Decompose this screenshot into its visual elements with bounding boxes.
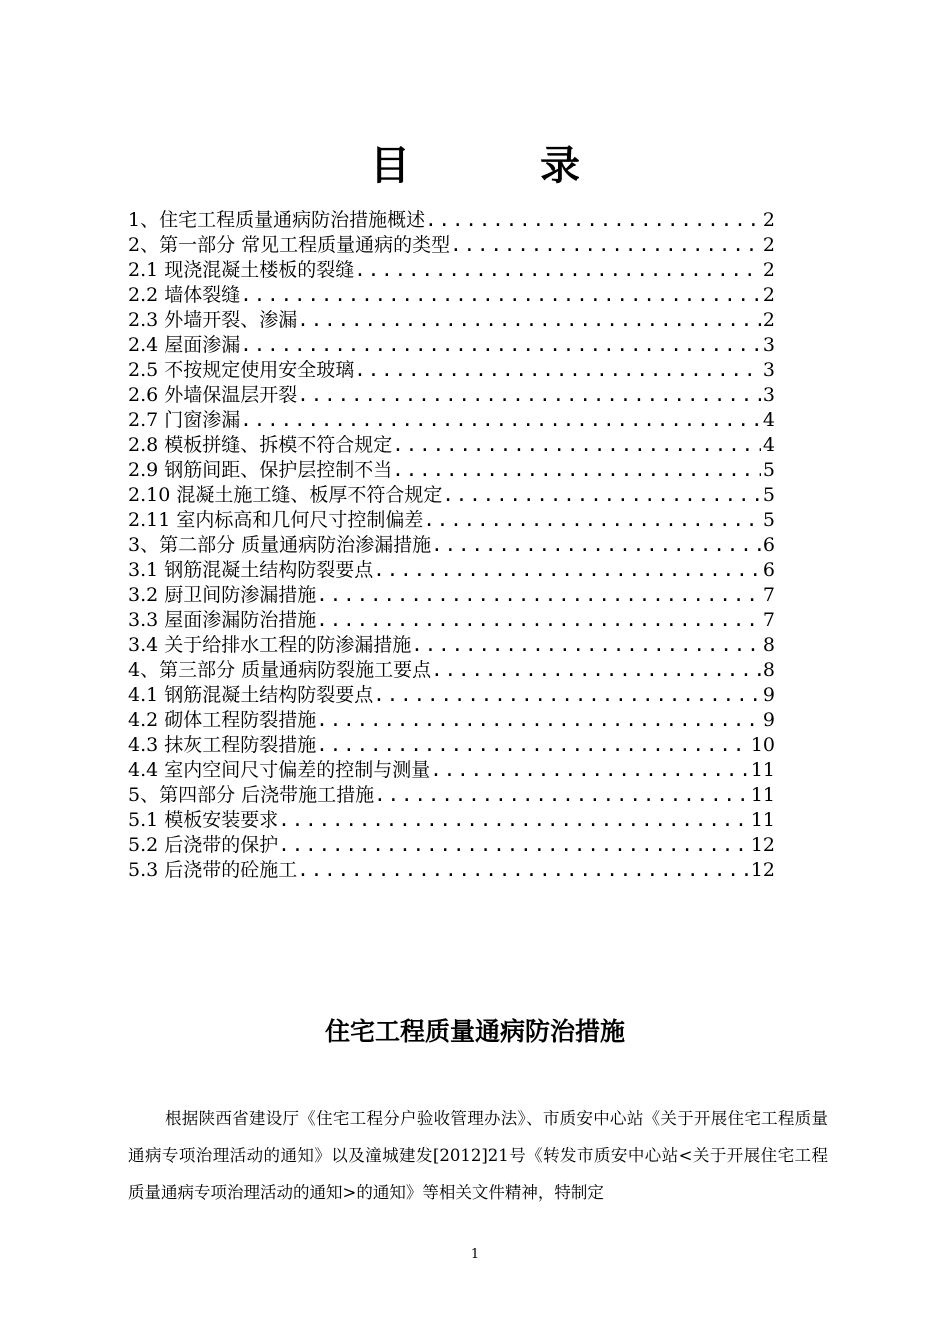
toc-entry-page: 3 (762, 334, 775, 356)
toc-entry[interactable] (128, 583, 775, 608)
toc-entry-page: 2 (762, 209, 775, 231)
toc-entry-text: 2.5 不按规定使用安全玻璃 (128, 359, 355, 381)
toc-entry[interactable] (128, 658, 775, 683)
toc-entry[interactable] (128, 733, 775, 758)
toc-leader-dots (411, 633, 761, 658)
toc-entry-page: 3 (762, 384, 775, 406)
toc-entry[interactable] (128, 558, 775, 583)
toc-leader-dots (430, 758, 749, 783)
toc-leader-dots (278, 833, 749, 858)
toc-entry-page: 12 (750, 834, 775, 856)
toc-entry[interactable] (128, 358, 775, 383)
toc-entry-page: 8 (762, 659, 775, 681)
toc-entry[interactable] (128, 433, 775, 458)
toc-entry[interactable] (128, 858, 775, 883)
toc-entry-text: 4.1 钢筋混凝土结构防裂要点 (128, 684, 374, 706)
toc-entry-text: 1、住宅工程质量通病防治措施概述 (128, 209, 426, 231)
toc-entry[interactable] (128, 408, 775, 433)
toc-entry-text: 3、第二部分 质量通病防治渗漏措施 (128, 534, 432, 556)
document-title: 住宅工程质量通病防治措施 (324, 1017, 625, 1046)
toc-entry-text: 2.10 混凝土施工缝、板厚不符合规定 (128, 484, 443, 506)
toc-entry-page: 8 (762, 634, 775, 656)
toc-entry[interactable] (128, 683, 775, 708)
toc-entry-text: 2.2 墙体裂缝 (128, 284, 241, 306)
toc-entry[interactable] (128, 208, 775, 233)
toc-leader-dots (425, 208, 761, 233)
toc-entry-text: 2.9 钢筋间距、保护层控制不当 (128, 459, 393, 481)
toc-entry-text: 2.3 外墙开裂、渗漏 (128, 309, 298, 331)
toc-entry[interactable] (128, 533, 775, 558)
toc-leader-dots (431, 533, 761, 558)
toc-leader-dots (374, 783, 749, 808)
toc-leader-dots (316, 708, 761, 733)
toc-entry-page: 7 (762, 609, 775, 631)
toc-entry-text: 3.3 屋面渗漏防治措施 (128, 609, 317, 631)
toc-entry-text: 4.2 砌体工程防裂措施 (128, 709, 317, 731)
toc-entry-text: 5.1 模板安装要求 (128, 809, 279, 831)
toc-leader-dots (373, 558, 761, 583)
toc-leader-dots (297, 308, 761, 333)
toc-entry[interactable] (128, 508, 775, 533)
toc-leader-dots (354, 258, 761, 283)
body-paragraph: 根据陕西省建设厅《住宅工程分户验收管理办法》、市质安中心站《关于开展住宅工程质量通病专项治理活动的通知》以及潼城建发[2012]21号《转发市质安中心站<关于开展住宅工程质量通病专项治理活动的通知>的通知》等相关文件精神，特制定 (128, 1109, 828, 1202)
toc-entry-page: 4 (762, 434, 775, 456)
toc-entry-page: 2 (762, 259, 775, 281)
toc-entry[interactable] (128, 283, 775, 308)
toc-entry-page: 4 (762, 409, 775, 431)
toc-leader-dots (423, 508, 761, 533)
toc-entry-text: 2.11 室内标高和几何尺寸控制偏差 (128, 509, 424, 531)
toc-entry-text: 2.1 现浇混凝土楼板的裂缝 (128, 259, 355, 281)
toc-entry[interactable] (128, 233, 775, 258)
toc-entry-page: 11 (750, 759, 775, 781)
toc-entry-text: 2.7 门窗渗漏 (128, 409, 241, 431)
toc-entry[interactable] (128, 308, 775, 333)
toc-entry[interactable] (128, 783, 775, 808)
toc-entry-text: 5、第四部分 后浇带施工措施 (128, 784, 375, 806)
toc-leader-dots (297, 383, 761, 408)
toc-entry-page: 3 (762, 359, 775, 381)
toc-entry-text: 5.2 后浇带的保护 (128, 834, 279, 856)
toc-entry[interactable] (128, 808, 775, 833)
toc-entry-text: 5.3 后浇带的砼施工 (128, 859, 298, 881)
toc-leader-dots (316, 733, 749, 758)
toc-entry-page: 11 (750, 784, 775, 806)
toc-entry-page: 6 (762, 534, 775, 556)
toc-entry-text: 3.4 关于给排水工程的防渗漏措施 (128, 634, 412, 656)
toc-entry-text: 3.2 厨卫间防渗漏措施 (128, 584, 317, 606)
toc-entry-text: 3.1 钢筋混凝土结构防裂要点 (128, 559, 374, 581)
toc-entry-page: 11 (750, 809, 775, 831)
toc-entry[interactable] (128, 833, 775, 858)
toc-entry-text: 2.4 屋面渗漏 (128, 334, 241, 356)
toc-entry[interactable] (128, 258, 775, 283)
toc-entry-page: 9 (762, 709, 775, 731)
toc-leader-dots (240, 283, 761, 308)
toc-leader-dots (392, 458, 761, 483)
toc-leader-dots (373, 683, 761, 708)
toc-title: 目 录 (370, 143, 638, 189)
toc-entry[interactable] (128, 383, 775, 408)
toc-entry-text: 4.3 抹灰工程防裂措施 (128, 734, 317, 756)
toc-leader-dots (297, 858, 749, 883)
toc-entry[interactable] (128, 333, 775, 358)
toc-entry-page: 5 (762, 509, 775, 531)
toc-entry[interactable] (128, 608, 775, 633)
toc-entry-page: 9 (762, 684, 775, 706)
toc-leader-dots (442, 483, 761, 508)
toc-entry[interactable] (128, 483, 775, 508)
toc-entry[interactable] (128, 758, 775, 783)
toc-entry-page: 5 (762, 484, 775, 506)
toc-leader-dots (392, 433, 761, 458)
toc-leader-dots (450, 233, 761, 258)
toc-leader-dots (278, 808, 749, 833)
toc-entry-text: 2.8 模板拼缝、拆模不符合规定 (128, 434, 393, 456)
toc-entry[interactable] (128, 458, 775, 483)
toc-entry-page: 2 (762, 309, 775, 331)
table-of-contents (128, 208, 775, 883)
toc-entry-text: 2、第一部分 常见工程质量通病的类型 (128, 234, 451, 256)
toc-entry-page: 12 (750, 859, 775, 881)
toc-entry-text: 4.4 室内空间尺寸偏差的控制与测量 (128, 759, 431, 781)
toc-entry-page: 7 (762, 584, 775, 606)
toc-entry-text: 4、第三部分 质量通病防裂施工要点 (128, 659, 432, 681)
toc-leader-dots (240, 333, 761, 358)
toc-leader-dots (354, 358, 761, 383)
toc-leader-dots (316, 583, 761, 608)
toc-entry-page: 2 (762, 234, 775, 256)
toc-entry-page: 6 (762, 559, 775, 581)
toc-leader-dots (431, 658, 761, 683)
toc-entry-page: 2 (762, 284, 775, 306)
toc-entry-page: 5 (762, 459, 775, 481)
toc-entry[interactable] (128, 708, 775, 733)
toc-leader-dots (316, 608, 761, 633)
toc-leader-dots (240, 408, 761, 433)
toc-entry-page: 10 (750, 734, 775, 756)
toc-entry-text: 2.6 外墙保温层开裂 (128, 384, 298, 406)
toc-entry[interactable] (128, 633, 775, 658)
page-number: 1 (470, 1247, 480, 1262)
